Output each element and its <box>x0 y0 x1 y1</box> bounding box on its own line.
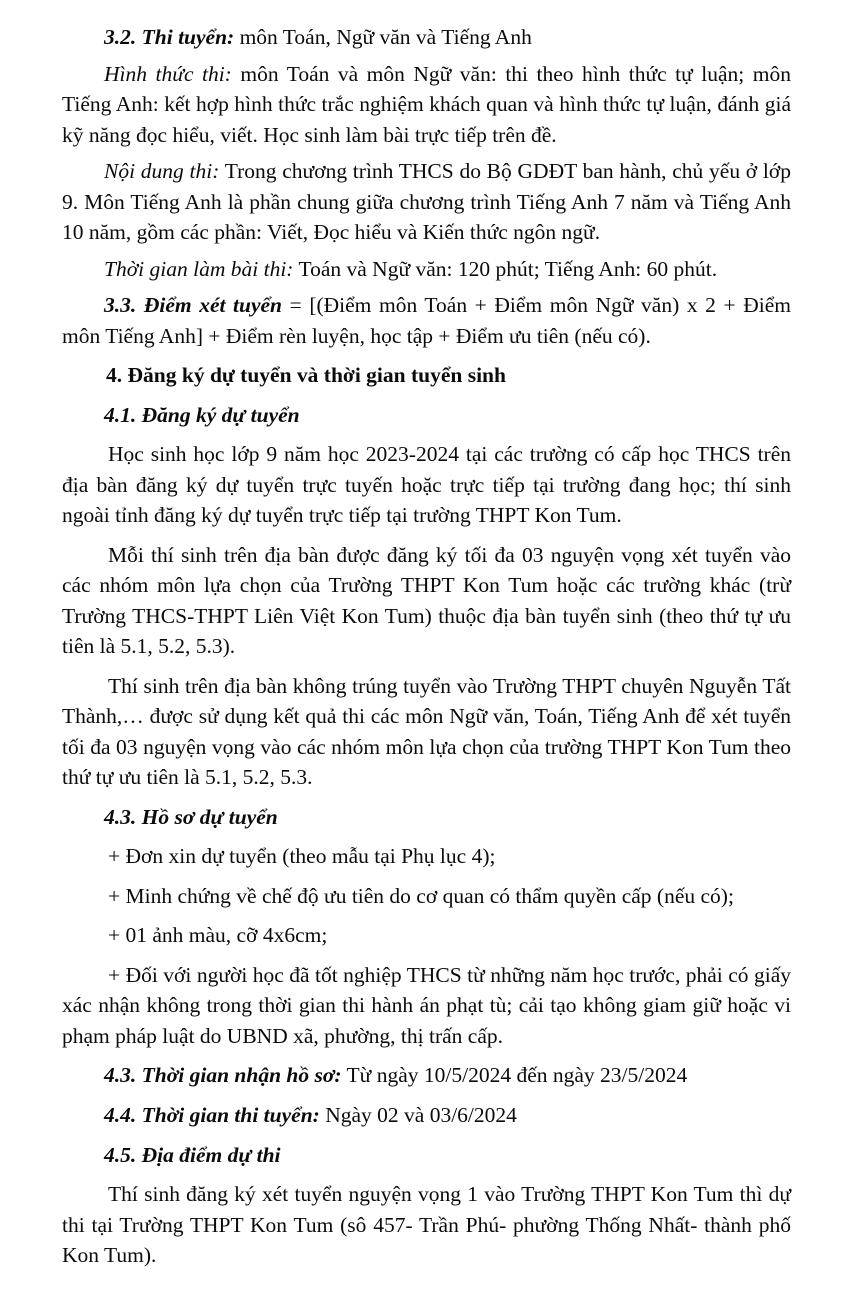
paragraph-section-3-3 <box>62 290 791 351</box>
heading-section-4-5 <box>62 1140 791 1171</box>
paragraph-text: Mỗi thí sinh trên địa bàn được đăng ký tối đa 03 nguyện vọng xét tuyển vào các nhóm môn lựa chọn của Trường THPT Kon Tum hoặc các trường khác (trừ Trường THCS-THPT Liên Việt Kon Tum) thuộc địa bàn tuyển sinh (theo thứ tự ưu tiên là 5.1, 5.2, 5.3). <box>62 542 791 659</box>
paragraph-hinh-thuc-thi <box>62 59 791 151</box>
heading-text: 4. Đăng ký dự tuyển và thời gian tuyển sinh <box>106 363 506 388</box>
paragraph-lead: 4.3. Thời gian nhận hồ sơ: <box>104 1063 342 1088</box>
list-item-text: + Đơn xin dự tuyển (theo mẫu tại Phụ lục 4); <box>108 844 496 869</box>
paragraph-text: Thí sinh đăng ký xét tuyển nguyện vọng 1 vào Trường THPT Kon Tum thì dự thi tại Trường THPT Kon Tum (sô 457- Trần Phú- phường Thống Nhất- thành phố Kon Tum). <box>62 1182 791 1268</box>
list-item-text: + Đối với người học đã tốt nghiệp THCS từ những năm học trước, phải có giấy xác nhận không trong thời gian thi hành án phạt tù; cải tạo không giam giữ hoặc vi phạm pháp luật do UBND xã, phường, thị trấn cấp. <box>62 962 791 1048</box>
paragraph-4-5-1 <box>62 1179 791 1271</box>
paragraph-section-4-3-thoi-gian <box>62 1060 791 1091</box>
paragraph-section-4-4 <box>62 1100 791 1131</box>
list-item-text: + Minh chứng về chế độ ưu tiên do cơ quan có thẩm quyền cấp (nếu có); <box>108 883 734 908</box>
paragraph-text: môn Toán và môn Ngữ văn: thi theo hình thức tự luận; môn Tiếng Anh: kết hợp hình thức trắc nghiệm khách quan và hình thức tự luận, đánh giá kỹ năng đọc hiểu, viết. Học sinh làm bài trực tiếp trên đề. <box>62 61 791 147</box>
paragraph-text: Trong chương trình THCS do Bộ GDĐT ban hành, chủ yếu ở lớp 9. Môn Tiếng Anh là phần chung giữa chương trình Tiếng Anh 7 năm và Tiếng Anh 10 năm, gồm các phần: Viết, Đọc hiểu và Kiến thức ngôn ngữ. <box>62 159 791 245</box>
paragraph-text: Thí sinh trên địa bàn không trúng tuyển vào Trường THPT chuyên Nguyễn Tất Thành,… được sử dụng kết quả thi các môn Ngữ văn, Toán, Tiếng Anh để xét tuyển tối đa 03 nguyện vọng vào các nhóm môn lựa chọn của trường THPT Kon Tum theo thứ tự ưu tiên là 5.1, 5.2, 5.3. <box>62 673 791 790</box>
paragraph-text: Học sinh học lớp 9 năm học 2023-2024 tại các trường có cấp học THCS trên địa bàn đăng ký dự tuyển trực tuyến hoặc trực tiếp tại trường đang học; thí sinh ngoài tỉnh đăng ký dự tuyển trực tiếp tại trường THPT Kon Tum. <box>62 442 791 528</box>
paragraph-lead: 3.3. Điểm xét tuyển <box>104 293 283 318</box>
list-item-ho-so-1 <box>62 841 791 872</box>
paragraph-4-1-1 <box>62 439 791 531</box>
list-item-ho-so-3 <box>62 920 791 951</box>
paragraph-lead: Hình thức thi: <box>104 61 232 86</box>
heading-section-4 <box>62 360 791 391</box>
list-item-ho-so-4 <box>62 960 791 1052</box>
paragraph-text: môn Toán, Ngữ văn và Tiếng Anh <box>234 25 532 49</box>
heading-text: 4.1. Đăng ký dự tuyển <box>104 402 300 427</box>
paragraph-section-3-2 <box>62 22 791 53</box>
heading-text: 4.5. Địa điểm dự thi <box>104 1142 281 1167</box>
paragraph-noi-dung-thi <box>62 156 791 248</box>
list-item-ho-so-2 <box>62 881 791 912</box>
paragraph-text: Ngày 02 và 03/6/2024 <box>319 1102 517 1127</box>
paragraph-lead: Thời gian làm bài thi: <box>104 256 294 281</box>
heading-text: 4.3. Hồ sơ dự tuyển <box>104 804 278 829</box>
paragraph-4-1-2 <box>62 540 791 662</box>
paragraph-lead: 3.2. Thi tuyển: <box>104 25 235 49</box>
list-item-text: + 01 ảnh màu, cỡ 4x6cm; <box>108 923 328 948</box>
paragraph-text: Từ ngày 10/5/2024 đến ngày 23/5/2024 <box>341 1063 688 1088</box>
heading-section-4-3-ho-so <box>62 802 791 833</box>
paragraph-text: = [(Điểm môn Toán + Điểm môn Ngữ văn) x 2 + Điểm môn Tiếng Anh] + Điểm rèn luyện, học tập + Điểm ưu tiên (nếu có). <box>62 293 791 348</box>
paragraph-thoi-gian-lam-bai <box>62 254 791 285</box>
paragraph-text: Toán và Ngữ văn: 120 phút; Tiếng Anh: 60 phút. <box>293 256 718 281</box>
heading-section-4-1 <box>62 400 791 431</box>
paragraph-lead: Nội dung thi: <box>104 159 220 184</box>
paragraph-4-1-3 <box>62 671 791 793</box>
paragraph-lead: 4.4. Thời gian thi tuyển: <box>104 1102 320 1127</box>
